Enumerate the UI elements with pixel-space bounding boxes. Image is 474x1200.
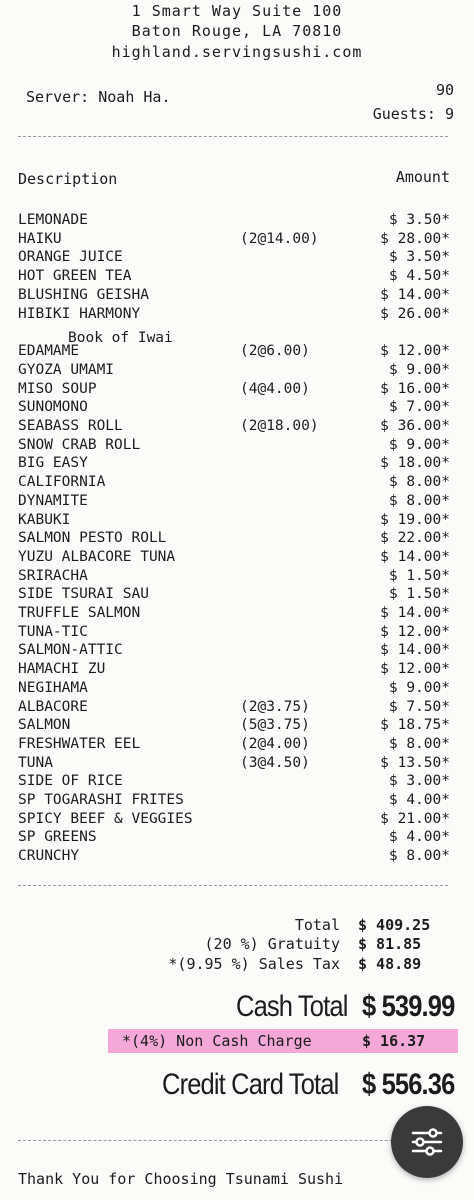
adjust-button[interactable] — [391, 1106, 463, 1178]
line-item — [18, 585, 450, 604]
item-amount: $ 8.00* — [388, 492, 450, 509]
item-amount: $ 12.00* — [380, 623, 450, 640]
item-description: MISO SOUP — [18, 380, 97, 397]
item-quantity: (5@3.75) — [240, 717, 310, 734]
line-item — [18, 436, 450, 455]
item-amount: $ 18.00* — [380, 455, 450, 472]
cash-total-label: Cash Total — [236, 990, 348, 1023]
item-amount: $ 4.00* — [388, 829, 450, 846]
line-item — [18, 361, 450, 380]
item-description: FRESHWATER EEL — [18, 735, 141, 752]
item-description: CALIFORNIA — [18, 474, 106, 491]
item-amount: $ 3.50* — [388, 212, 450, 228]
line-item — [18, 248, 450, 267]
item-amount: $ 18.75* — [380, 717, 450, 734]
item-description: ORANGE JUICE — [18, 249, 123, 266]
total-label: Total — [294, 916, 340, 934]
item-description: SALMON-ATTIC — [18, 642, 123, 659]
item-description: HAIKU — [18, 230, 62, 247]
tax-label: *(9.95 %) Sales Tax — [168, 955, 340, 973]
item-amount: $ 9.00* — [388, 436, 450, 453]
gratuity-label: (20 %) Gratuity — [204, 935, 340, 953]
line-item — [18, 623, 450, 642]
item-amount: $ 1.50* — [388, 586, 450, 603]
description-header: Description — [18, 170, 118, 188]
item-amount: $ 9.00* — [388, 679, 450, 696]
line-item — [18, 398, 450, 417]
address-line-2: Baton Rouge, LA 70810 — [131, 22, 343, 40]
item-description: SNOW CRAB ROLL — [18, 436, 141, 453]
item-quantity: (4@4.00) — [240, 380, 310, 397]
item-amount: $ 13.50* — [380, 754, 450, 771]
item-description: TRUFFLE SALMON — [18, 605, 141, 621]
item-amount: $ 14.00* — [380, 642, 450, 659]
gratuity-row — [120, 934, 436, 954]
line-item — [18, 305, 450, 324]
line-item — [18, 267, 450, 286]
item-amount: $ 8.00* — [388, 474, 450, 491]
item-amount: $ 7.00* — [388, 399, 450, 416]
website: highland.servingsushi.com — [111, 43, 363, 61]
item-description: SP GREENS — [18, 829, 97, 846]
item-amount: $ 8.00* — [388, 735, 450, 752]
line-item — [18, 810, 450, 829]
item-description: KABUKI — [18, 511, 71, 528]
line-item — [18, 772, 450, 791]
item-amount: $ 14.00* — [380, 605, 450, 621]
line-item — [18, 641, 450, 660]
line-item — [18, 230, 450, 249]
line-item — [18, 211, 450, 230]
footer-thanks: Thank You for Choosing Tsunami Sushi — [18, 1170, 344, 1188]
line-item — [18, 754, 450, 773]
line-item — [18, 828, 450, 847]
amount-header: Amount — [395, 168, 450, 186]
cash-total-value: $ 539.99 — [362, 990, 455, 1023]
gratuity-value: $ 81.85 — [358, 935, 422, 953]
item-amount: $ 22.00* — [380, 530, 450, 547]
line-item — [18, 473, 450, 492]
item-description: CRUNCHY — [18, 848, 80, 865]
sliders-icon — [409, 1124, 445, 1160]
item-amount: $ 19.00* — [380, 511, 450, 528]
divider — [18, 1140, 448, 1141]
item-amount: $ 12.00* — [380, 661, 450, 678]
line-item — [18, 791, 450, 810]
item-description: SALMON PESTO ROLL — [18, 530, 167, 547]
item-amount: $ 9.00* — [388, 361, 450, 378]
item-description: SRIRACHA — [18, 567, 88, 584]
tax-row — [120, 954, 436, 974]
item-amount: $ 14.00* — [380, 548, 450, 565]
line-item — [18, 454, 450, 473]
line-item — [18, 286, 450, 305]
item-amount: $ 3.50* — [388, 249, 450, 266]
item-quantity: (3@4.50) — [240, 754, 310, 771]
line-item — [18, 698, 450, 717]
tax-value: $ 48.89 — [358, 955, 422, 973]
item-amount: $ 26.00* — [380, 305, 450, 322]
item-description: SIDE OF RICE — [18, 773, 123, 790]
item-description: YUZU ALBACORE TUNA — [18, 548, 176, 565]
line-item — [18, 660, 450, 679]
item-description: ALBACORE — [18, 698, 88, 715]
item-description: SIDE TSURAI SAU — [18, 586, 149, 603]
item-amount: $ 3.00* — [388, 773, 450, 790]
item-description: TUNA-TIC — [18, 623, 88, 640]
item-description: BIG EASY — [18, 455, 88, 472]
item-amount: $ 8.00* — [388, 848, 450, 865]
divider — [18, 136, 448, 137]
item-amount: $ 36.00* — [380, 418, 450, 434]
item-amount: $ 21.00* — [380, 810, 450, 827]
divider — [18, 885, 448, 886]
check-number: 90 — [435, 81, 454, 99]
item-description: NEGIHAMA — [18, 679, 88, 696]
line-item — [18, 492, 450, 511]
line-item — [18, 548, 450, 567]
item-description: HOT GREEN TEA — [18, 268, 132, 285]
line-item — [18, 417, 450, 436]
item-description: SEABASS ROLL — [18, 418, 123, 434]
credit-total-value: $ 556.36 — [362, 1068, 455, 1101]
item-description: SUNOMONO — [18, 399, 88, 416]
item-description: SALMON — [18, 717, 71, 734]
address-line-1: 1 Smart Way Suite 100 — [131, 2, 343, 20]
book-note: Book of Iwai — [68, 330, 173, 346]
item-description: GYOZA UMAMI — [18, 361, 115, 378]
item-amount: $ 12.00* — [380, 343, 450, 360]
server-name: Server: Noah Ha. — [26, 88, 171, 106]
item-quantity: (2@18.00) — [240, 418, 319, 434]
item-description: TUNA — [18, 754, 53, 771]
line-item — [18, 529, 450, 548]
item-description: HIBIKI HARMONY — [18, 305, 141, 322]
item-quantity: (2@14.00) — [240, 230, 319, 247]
line-item — [18, 679, 450, 698]
non-cash-label: *(4%) Non Cash Charge — [122, 1032, 312, 1050]
item-amount: $ 1.50* — [388, 567, 450, 584]
item-description: LEMONADE — [18, 212, 88, 228]
item-description: DYNAMITE — [18, 492, 88, 509]
item-amount: $ 4.50* — [388, 268, 450, 285]
line-item — [18, 567, 450, 586]
line-item — [18, 716, 450, 735]
item-amount: $ 7.50* — [388, 698, 450, 715]
item-amount: $ 16.00* — [380, 380, 450, 397]
item-amount: $ 28.00* — [380, 230, 450, 247]
line-item — [18, 847, 450, 866]
credit-total-label: Credit Card Total — [162, 1068, 339, 1101]
item-quantity: (2@6.00) — [240, 343, 310, 360]
item-description: SPICY BEEF & VEGGIES — [18, 810, 193, 827]
item-quantity: (2@4.00) — [240, 735, 310, 752]
item-amount: $ 14.00* — [380, 286, 450, 303]
line-item — [18, 511, 450, 530]
line-item — [18, 380, 450, 399]
guest-count: Guests: 9 — [372, 105, 454, 123]
line-item — [18, 735, 450, 754]
total-value: $ 409.25 — [358, 916, 431, 934]
item-description: HAMACHI ZU — [18, 661, 106, 678]
line-item — [18, 604, 450, 623]
total-row — [120, 915, 436, 935]
item-amount: $ 4.00* — [388, 792, 450, 808]
item-description: BLUSHING GEISHA — [18, 286, 149, 303]
item-description: EDAMAME — [18, 343, 80, 360]
non-cash-value: $ 16.37 — [362, 1032, 426, 1050]
item-quantity: (2@3.75) — [240, 698, 310, 715]
item-description: SP TOGARASHI FRITES — [18, 792, 184, 808]
